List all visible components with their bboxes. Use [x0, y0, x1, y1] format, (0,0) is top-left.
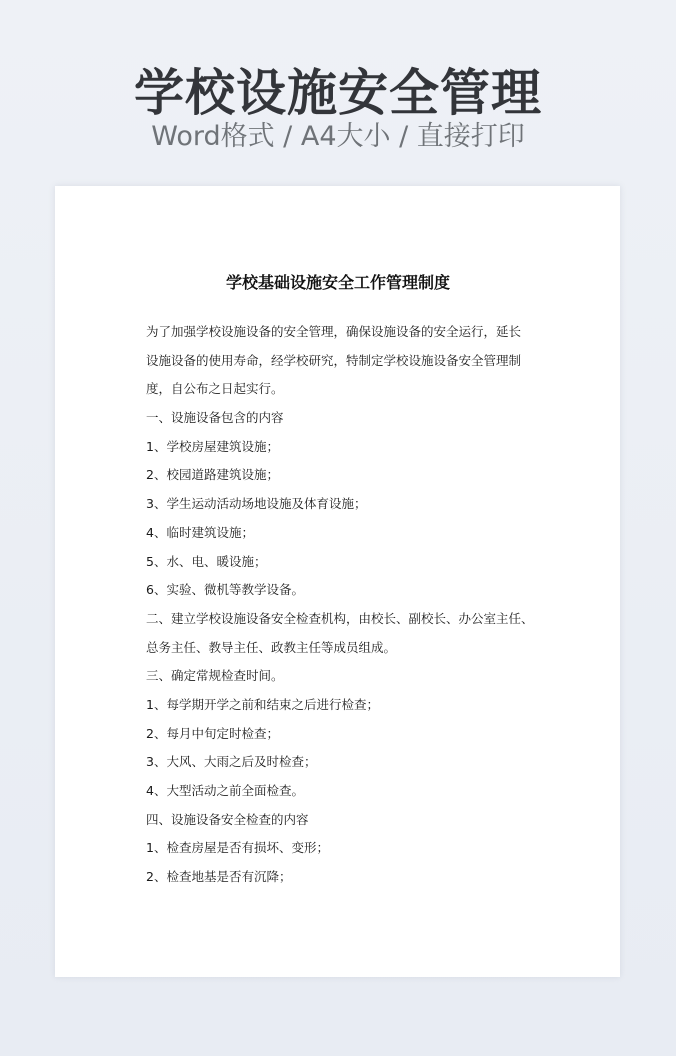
list-item: 2、检查地基是否有沉降；: [146, 869, 292, 885]
list-item: 4、大型活动之前全面检查。: [146, 783, 304, 798]
document-body: [146, 318, 536, 892]
list-item: 3、大风、大雨之后及时检查；: [146, 754, 317, 770]
document-title: 学校基础设施安全工作管理制度: [225, 273, 450, 292]
paragraph-line: 设施设备的使用寿命，经学校研究，特制定学校设施设备安全管理制: [146, 352, 522, 368]
list-item: 2、校园道路建筑设施；: [146, 467, 279, 483]
header-banner: [0, 0, 676, 185]
list-item: 3、学生运动活动场地设施及体育设施；: [146, 496, 367, 512]
section-heading: 四、设施设备安全检查的内容: [146, 811, 309, 827]
banner-title: 学校设施安全管理: [134, 64, 542, 122]
list-item: 4、临时建筑设施；: [146, 524, 254, 540]
paragraph-line: 总务主任、教导主任、政教主任等成员组成。: [146, 639, 397, 655]
list-item: 6、实验、微机等教学设备。: [146, 582, 304, 598]
paragraph-line: 度，自公布之日起实行。: [146, 381, 284, 397]
list-item: 2、每月中旬定时检查；: [146, 725, 279, 741]
section-heading: 三、确定常规检查时间。: [146, 668, 284, 684]
list-item: 1、检查房屋是否有损坏、变形；: [146, 840, 329, 856]
banner-subtitle: Word格式 / A4大小 / 直接打印: [151, 121, 525, 152]
list-item: 5、水、电、暖设施；: [146, 553, 267, 569]
section-heading: 二、建立学校设施设备安全检查机构，由校长、副校长、办公室主任、: [146, 610, 534, 626]
list-item: 1、每学期开学之前和结束之后进行检查；: [146, 696, 379, 712]
section-heading: 一、设施设备包含的内容: [146, 410, 284, 426]
paragraph-line: 为了加强学校设施设备的安全管理，确保设施设备的安全运行，延长: [146, 324, 522, 339]
list-item: 1、学校房屋建筑设施；: [146, 438, 279, 454]
